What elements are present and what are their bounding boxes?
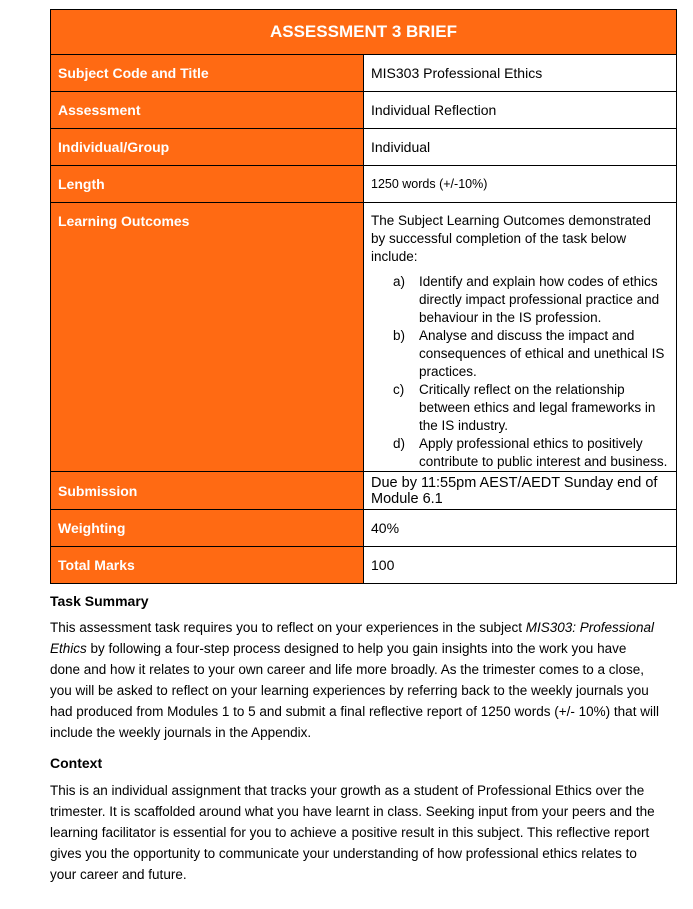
- value-weighting: 40%: [364, 510, 677, 547]
- row-subject: [51, 55, 677, 92]
- context-heading: Context: [50, 755, 103, 771]
- list-item: [393, 381, 668, 435]
- list-marker: d): [393, 436, 406, 451]
- list-marker: a): [393, 274, 406, 289]
- task-summary-section: [50, 593, 660, 743]
- label-length: Length: [51, 166, 364, 203]
- row-submission: [51, 472, 677, 510]
- list-marker: c): [393, 382, 405, 397]
- list-marker: b): [393, 328, 406, 343]
- label-assessment: Assessment: [51, 92, 364, 129]
- brief-title: ASSESSMENT 3 BRIEF: [51, 10, 677, 55]
- row-learning-outcomes: [51, 203, 677, 472]
- list-text: Identify and explain how codes of ethics directly impact professional practice and behaviour in the IS profession.: [419, 274, 660, 325]
- label-weighting: Weighting: [51, 510, 364, 547]
- assessment-brief-table: [50, 9, 677, 584]
- task-summary-text-after: by following a four-step process designed to help you gain insights into the work you have done and how it relates to your own career and life more broadly. As the trimester comes to a close, you will be asked to reflect on your learning experiences by referring back to the weekly journals you had produced from Modules 1 to 5 and submit a final reflective report of 1250 words (+/- 10%) that will include the weekly journals in the Appendix.: [50, 641, 659, 740]
- list-text: Apply professional ethics to positively contribute to public interest and business.: [419, 436, 668, 469]
- label-learning-outcomes: Learning Outcomes: [51, 203, 364, 472]
- learning-outcomes-list: [371, 273, 668, 471]
- context-paragraph: This is an individual assignment that tracks your growth as a student of Professional Ethics over the trimester. It is scaffolded around what you have learnt in class. Seeking input from your peers and the learning facilitator is essential for you to achieve a positive result in this subject. This reflective report gives you the opportunity to communicate your understanding of how professional ethics relates to your career and future.: [50, 783, 655, 882]
- row-individual-group: [51, 129, 677, 166]
- learning-outcomes-intro: The Subject Learning Outcomes demonstrated by successful completion of the task below include:: [371, 213, 651, 264]
- value-length: 1250 words (+/-10%): [364, 166, 677, 203]
- label-subject: Subject Code and Title: [51, 55, 364, 92]
- list-item: [393, 273, 668, 327]
- row-total-marks: [51, 547, 677, 584]
- subject-title-italic: MIS303: Professional Ethics: [50, 620, 655, 656]
- row-assessment: [51, 92, 677, 129]
- list-item: [393, 327, 668, 381]
- list-text: Critically reflect on the relationship between ethics and legal frameworks in the IS industry.: [419, 382, 656, 433]
- label-submission: Submission: [51, 472, 364, 510]
- list-text: Analyse and discuss the impact and consequences of ethical and unethical IS practices.: [419, 328, 665, 379]
- task-summary-heading: Task Summary: [50, 593, 149, 609]
- value-individual-group: Individual: [364, 129, 677, 166]
- label-total-marks: Total Marks: [51, 547, 364, 584]
- list-item: [393, 435, 668, 471]
- row-weighting: [51, 510, 677, 547]
- task-summary-paragraph: [50, 617, 660, 743]
- value-learning-outcomes: [364, 203, 677, 472]
- row-length: [51, 166, 677, 203]
- value-assessment: Individual Reflection: [364, 92, 677, 129]
- value-subject: MIS303 Professional Ethics: [364, 55, 677, 92]
- value-total-marks: 100: [364, 547, 677, 584]
- label-individual-group: Individual/Group: [51, 129, 364, 166]
- context-section: [50, 755, 660, 885]
- value-submission: Due by 11:55pm AEST/AEDT Sunday end of Module 6.1: [364, 472, 677, 510]
- task-summary-text-before: This assessment task requires you to reflect on your experiences in the subject: [50, 620, 526, 635]
